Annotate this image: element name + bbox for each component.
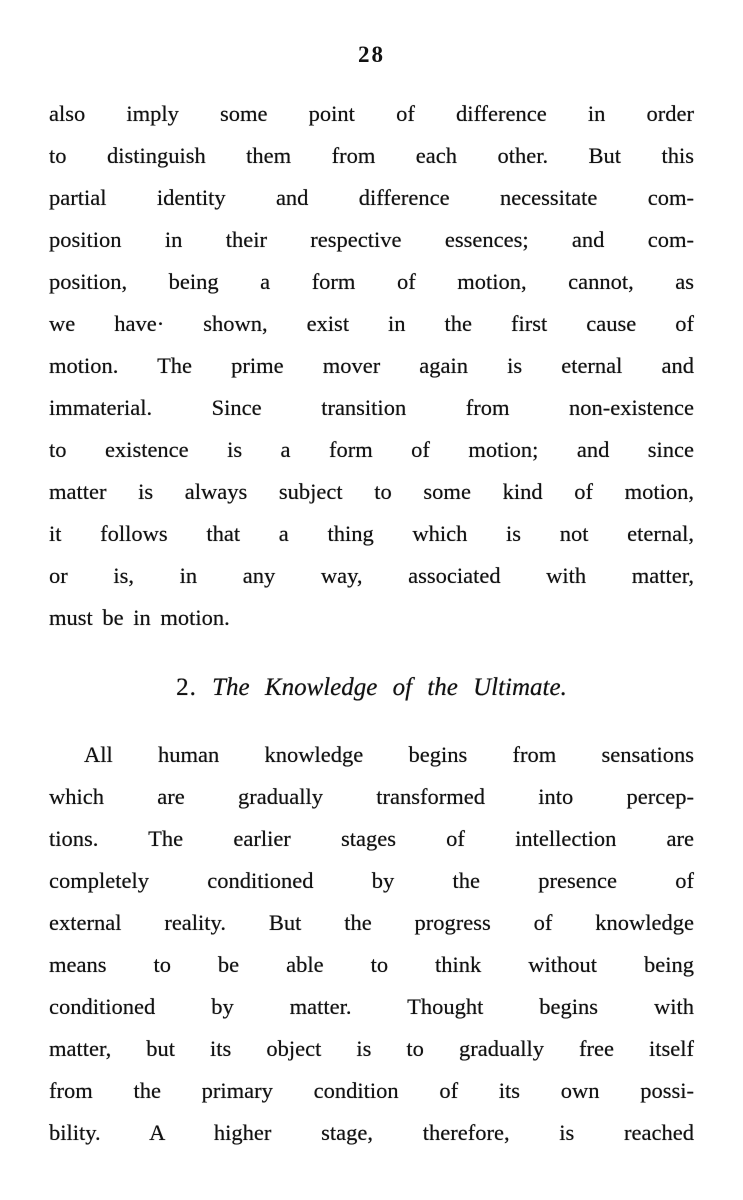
page-number: 28	[358, 42, 385, 67]
text-line: or is, in any way, associated with matter,	[49, 563, 694, 588]
paragraph-body-text	[49, 93, 694, 639]
paragraph-body-text	[49, 734, 694, 1154]
text-line: partial identity and difference necessitate com-	[49, 185, 694, 210]
text-line: motion. The prime mover again is eternal and	[49, 353, 694, 378]
section-title: The Knowledge of the Ultimate.	[212, 674, 567, 701]
text-line: which are gradually transformed into percep-	[49, 784, 694, 809]
text-line: we have· shown, exist in the first cause of	[49, 311, 694, 336]
text-line: from the primary condition of its own possi-	[49, 1078, 694, 1103]
text-line: it follows that a thing which is not eternal,	[49, 521, 694, 546]
text-line: position, being a form of motion, cannot, as	[49, 269, 694, 294]
section-number: 2.	[176, 674, 197, 701]
text-line: to existence is a form of motion; and since	[49, 437, 694, 462]
text-line: also imply some point of difference in order	[49, 101, 694, 126]
text-line: external reality. But the progress of knowledge	[49, 910, 694, 935]
text-line: tions. The earlier stages of intellection are	[49, 826, 694, 851]
text-line: bility. A higher stage, therefore, is reached	[49, 1120, 694, 1145]
text-line: to distinguish them from each other. But this	[49, 143, 694, 168]
section-heading	[49, 672, 694, 704]
text-line: immaterial. Since transition from non-existence	[49, 395, 694, 420]
text-line: matter is always subject to some kind of motion,	[49, 479, 694, 504]
text-line: means to be able to think without being	[49, 952, 694, 977]
text-line: must be in motion.	[49, 605, 230, 630]
text-line: position in their respective essences; and com-	[49, 227, 694, 252]
text-line: conditioned by matter. Thought begins with	[49, 994, 694, 1019]
text-line: matter, but its object is to gradually free itself	[49, 1036, 694, 1061]
text-line: All human knowledge begins from sensations	[84, 742, 694, 767]
text-line: completely conditioned by the presence of	[49, 868, 694, 893]
